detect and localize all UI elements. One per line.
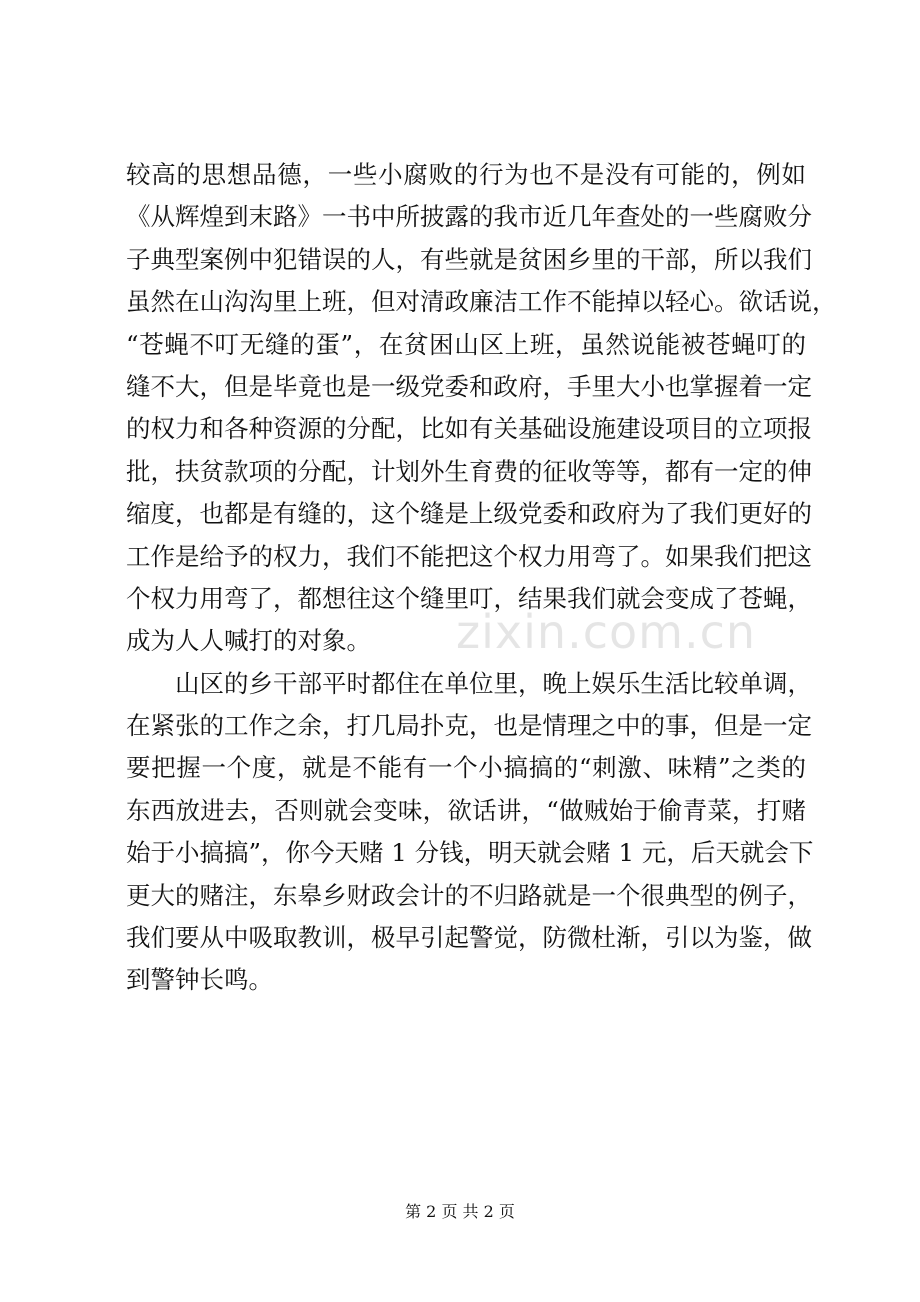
text-line: 《从辉煌到末路》一书中所披露的我市近几年查处的一些腐败分 [126,202,812,232]
text-line: 东西放进去，否则就会变味，欲话讲，“做贼始于偷青菜，打赌 [126,795,806,825]
text-line: 山区的乡干部平时都住在单位里，晚上娱乐生活比较单调， [126,668,812,698]
text-line: “苍蝇不叮无缝的蛋”，在贫困山区上班，虽然说能被苍蝇叮的 [126,329,806,359]
text-line: 要把握一个度，就是不能有一个小搞搞的“刺激、味精”之类的 [126,753,806,783]
text-line: 到警钟长鸣。 [126,965,273,995]
body-text [126,154,837,1002]
text-line: 较高的思想品德，一些小腐败的行为也不是没有可能的，例如 [126,160,806,189]
watermark: zixin.com.cn [456,605,757,659]
text-line: 缩度，也都是有缝的，这个缝是上级党委和政府为了我们更好的 [126,499,812,529]
text-line: 批，扶贫款项的分配，计划外生育费的征收等等，都有一定的伸 [126,456,812,486]
text-line: 成为人人喊打的对象。 [126,626,371,656]
text-line: 更大的赌注，东皋乡财政会计的不归路就是一个很典型的例子， [126,880,812,910]
text-line: 子典型案例中犯错误的人，有些就是贫困乡里的干部，所以我们 [126,244,812,274]
text-line: 的权力和各种资源的分配，比如有关基础设施建设项目的立项报 [126,414,812,444]
text-line: 在紧张的工作之余，打几局扑克，也是情理之中的事，但是一定 [126,711,812,741]
text-line: 个权力用弯了，都想往这个缝里叮，结果我们就会变成了苍蝇， [126,583,812,613]
text-line: 始于小搞搞”，你今天赌 1 分钱，明天就会赌 1 元，后天就会下 [126,838,814,868]
text-line: 我们要从中吸取教训，极早引起警觉，防微杜渐，引以为鉴，做 [126,923,812,953]
text-line: 工作是给予的权力，我们不能把这个权力用弯了。如果我们把这 [126,541,812,571]
text-line: 缝不大，但是毕竟也是一级党委和政府，手里大小也掌握着一定 [126,371,812,401]
page-footer: 第 2 页 共 2 页 [405,1202,515,1221]
text-line: 虽然在山沟沟里上班，但对清政廉洁工作不能掉以轻心。欲话说， [126,287,837,317]
